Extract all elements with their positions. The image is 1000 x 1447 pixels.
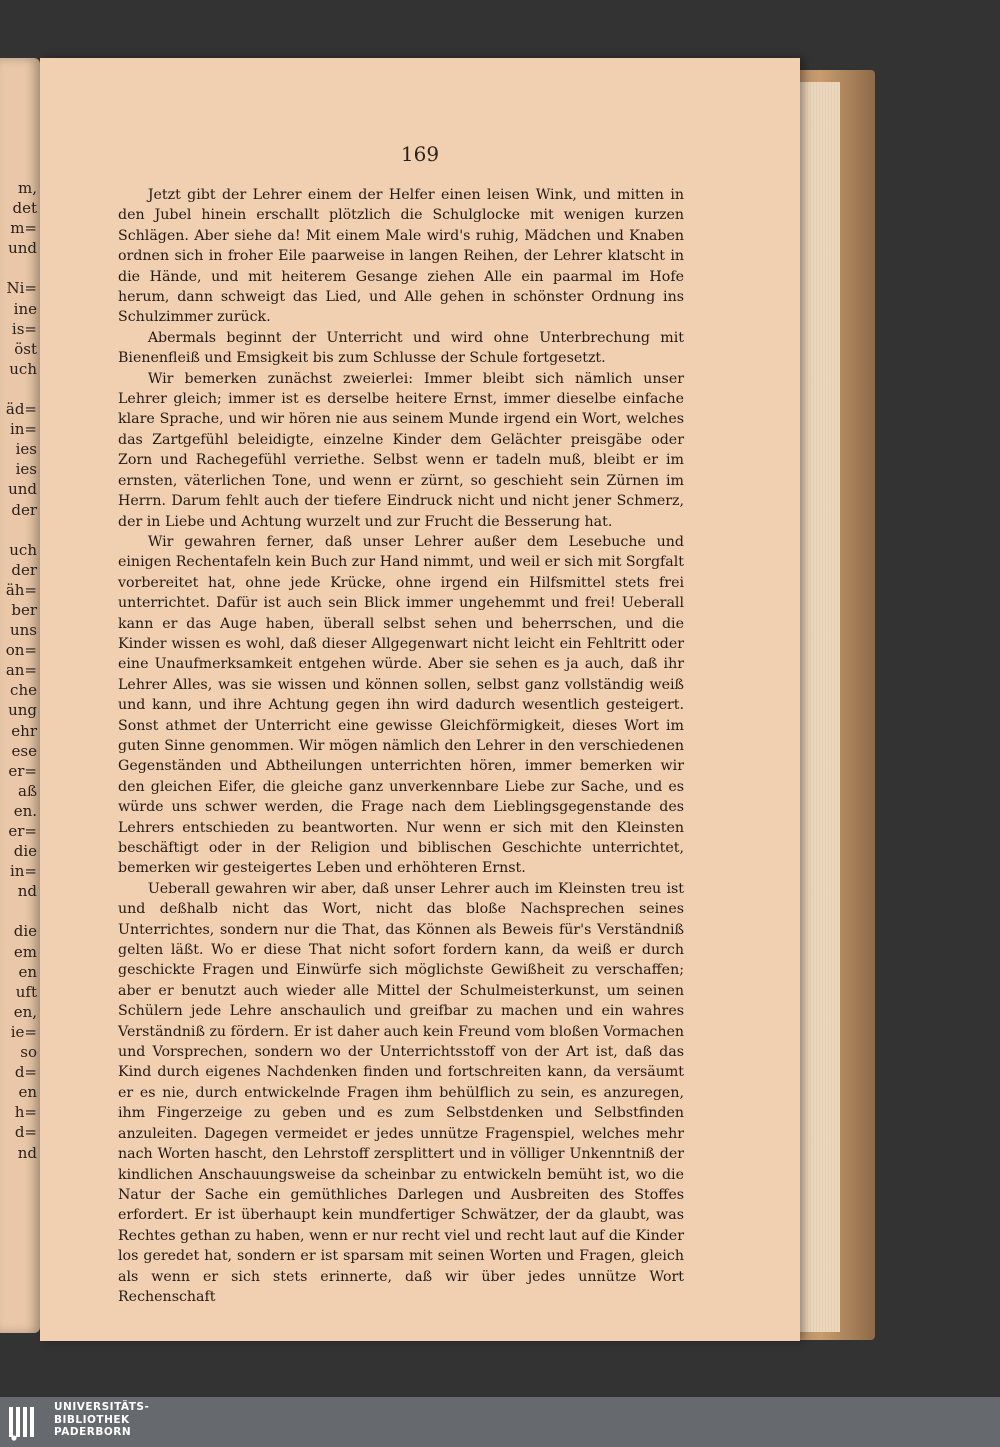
page-number: 169 [400,142,440,166]
book-page [40,58,800,1341]
page-body-text [118,185,684,1307]
paragraph: Wir bemerken zunächst zweierlei: Immer bleibt sich nämlich unser Lehrer gleich; immer ist es derselbe heitere Ernst, immer dieselbe einfache klare Sprache, und wir hören nie aus seinem Munde irgend ein Wort, welches das Zartgefühl beleidigte, einzelne Kinder dem Gelächter preisgäbe oder Zorn und Rachegefühl verriethe. Selbst wenn er tadeln muß, bleibt er im ernsten, väterlichen Tone, und wenn er zürnt, so geschieht sein Zürnen im Herrn. Darum fehlt auch der tiefere Eindruck nicht und nicht jener Schmerz, der in Liebe und Achtung wurzelt und zur Frucht die Besserung hat. [118,370,684,530]
library-name-line3: PADERBORN [54,1426,132,1438]
paragraph: Wir gewahren ferner, daß unser Lehrer außer dem Lesebuche und einigen Rechentafeln kein Buch zur Hand nimmt, und weil er sich mit Sorgfalt vorbereitet hat, ohne jede Krücke, ohne irgend ein Hilfsmittel stets frei unterrichtet. Dafür ist auch sein Blick immer ungehemmt und frei! Ueberall kann er das Auge haben, überall selbst sehen und beherrschen, und die Kinder wissen es wohl, daß dieser Allgegenwart nicht leicht ein Fehltritt oder eine Unaufmerksamkeit entgehen würde. Aber sie sehen es ja auch, daß ihr Lehrer Alles, was sie wissen und können sollen, selbst ganz vollständig weiß und kann, und ihre Achtung gegen ihn wird dadurch wesentlich gesteigert. Sonst athmet der Unterricht eine gewisse Gleichförmigkeit, dieses Wort im guten Sinne genommen. Wir mögen nämlich den Lehrer in den verschiedenen Gegenständen und Abtheilungen unterrichten hören, immer bemerken wir den gleichen Eifer, die gleiche ganz unverkennbare Liebe zur Sache, und es würde uns schwer werden, die Frage nach dem Lieblingsgegenstande des Lehrers entschieden zu beantworten. Nur wenn er sich mit den Kleinsten beschäftigt oder in der Religion und biblischen Geschichte unterrichtet, bemerken wir gesteigertes Leben und erhöhteren Ernst. [118,533,684,877]
library-name-line2: BIBLIOTHEK [54,1413,130,1426]
library-logo-icon [8,1405,46,1441]
paragraph: Abermals beginnt der Unterricht und wird ohne Unterbrechung mit Bienenfleiß und Emsigkeit bis zum Schlusse der Schule fortgesetzt. [118,329,684,367]
paragraph: Ueberall gewahren wir aber, daß unser Lehrer auch im Kleinsten treu ist und deßhalb nicht das Wort, nicht das bloße Nachsprechen seines Unterrichtes, sondern nur die That, das Können als Beweis für's Verständniß gelten läßt. Wo er diese That nicht sofort fordern kann, da weiß er durch geschickte Fragen und Einwürfe sich möglichste Gewißheit zu verschaffen; aber er benutzt auch wieder alle Mittel der Schulmeisterkunst, um seinen Schülern jede Lehre anschaulich und greifbar zu machen und ein wahres Verständniß zu fördern. Er ist daher auch kein Freund vom bloßen Vormachen und Vorsprechen, sondern wo der Unterrichtsstoff von der Art ist, daß das Kind durch eigenes Nachdenken finden und fortschreiten kann, da versäumt er es nie, durch entwickelnde Fragen ihm behülflich zu sein, es anzuregen, ihm Fingerzeige zu geben und es zum Selbstdenken und Selbstfinden anzuleiten. Dagegen vermeidet er jedes unnütze Fragenspiel, welches mehr nach Worten hascht, den Lehrstoff zersplittert und in völliger Unkenntniß der kindlichen Anschauungsweise da scheinbar zu entwickeln bemüht ist, wo die Natur der Sache ein gemüthliches Darlegen und Ausbreiten des Stoffes erfordert. Er ist überhaupt kein mundfertiger Schwätzer, der da glaubt, was Rechtes gethan zu haben, wenn er nur recht viel und recht laut auf die Kinder los geredet hat, sondern er ist sparsam mit seinen Worten und Fragen, gleich als wenn er sich stets erinnerte, daß wir über jedes unnütze Wort Rechenschaft [118,880,684,1305]
left-page-text-fragments: m, det m= und Ni= ine is= öst uch äd= in= ies ies und der uch der äh= ber uns on= an= che ung ehr ese er= aß en. er= die in= nd die em en uft en, ie= so d= en h= d= nd [5,179,37,1162]
library-name-line1: UNIVERSITÄTS- [54,1401,150,1413]
library-footer-bar [0,1397,1000,1447]
left-page-edge [0,58,40,1333]
paragraph: Jetzt gibt der Lehrer einem der Helfer einen leisen Wink, und mitten in den Jubel hinein erschallt plötzlich die Schulglocke mit wenigen kurzen Schlägen. Aber siehe da! Mit einem Male wird's ruhig, Mädchen und Knaben ordnen sich in froher Eile paarweise in langen Reihen, der Lehrer klatscht in die Hände, und mit heiterem Gesange ziehen Alle ein paarmal im Hofe herum, dann schweigt das Lied, und Alle gehen in schönster Ordnung ins Schulzimmer zurück. [118,187,684,326]
library-name [54,1401,149,1439]
